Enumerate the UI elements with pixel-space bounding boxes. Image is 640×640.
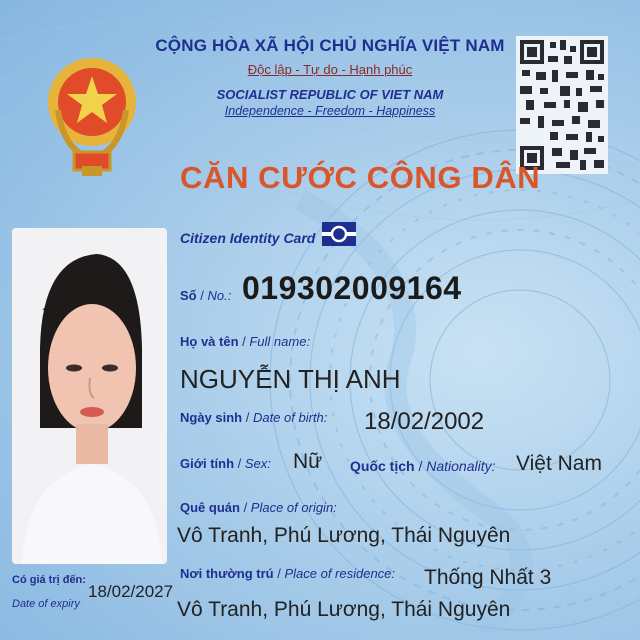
dob-label: Ngày sinh / Date of birth: <box>180 410 328 425</box>
national-emblem-icon <box>44 40 140 190</box>
id-number: 019302009164 <box>242 270 462 306</box>
nationality-label: Quốc tịch / Nationality: <box>350 458 496 474</box>
country-name-vi: CỘNG HÒA XÃ HỘI CHỦ NGHĨA VIỆT NAM <box>155 36 505 55</box>
nationality-label-vi: Quốc tịch <box>350 458 415 474</box>
expiry-label-en: Date of expiry <box>12 598 80 610</box>
nationality-label-en: Nationality: <box>426 458 496 474</box>
residence-label-vi: Nơi thường trú <box>180 566 274 581</box>
origin-label-en: Place of origin: <box>250 500 337 515</box>
date-of-birth: 18/02/2002 <box>364 408 485 435</box>
motto-vi: Độc lập - Tự do - Hạnh phúc <box>247 62 413 77</box>
nationality-value: Việt Nam <box>516 452 602 475</box>
portrait-image <box>12 228 167 564</box>
qr-code <box>516 36 608 174</box>
residence-line-2: Vô Tranh, Phú Lương, Thái Nguyên <box>177 598 511 621</box>
origin-label: Quê quán / Place of origin: <box>180 500 337 515</box>
number-label-en: No.: <box>207 288 232 303</box>
dob-label-en: Date of birth: <box>252 410 328 425</box>
card-title: CĂN CƯỚC CÔNG DÂN <box>180 160 541 195</box>
residence-label-en: Place of residence: <box>284 566 396 581</box>
sex-label: Giới tính / Sex: <box>180 456 271 471</box>
residence-line-1: Thống Nhất 3 <box>424 566 552 589</box>
name-label-vi: Họ và tên <box>180 334 239 349</box>
residence-label: Nơi thường trú / Place of residence: <box>180 566 396 581</box>
country-name-en: SOCIALIST REPUBLIC OF VIET NAM <box>216 87 444 102</box>
date-of-expiry: 18/02/2027 <box>88 582 174 601</box>
number-label: Số / No.: <box>180 288 232 303</box>
origin-label-vi: Quê quán <box>180 500 240 515</box>
expiry-label-vi: Có giá trị đến: <box>12 574 86 586</box>
sex-value: Nữ <box>293 450 323 473</box>
chip-icon <box>322 222 356 246</box>
full-name: NGUYỄN THỊ ANH <box>180 364 401 394</box>
place-of-origin: Vô Tranh, Phú Lương, Thái Nguyên <box>177 524 511 547</box>
card-header <box>150 32 510 118</box>
name-label-en: Full name: <box>249 334 311 349</box>
motto-en: Independence - Freedom - Happiness <box>224 104 436 118</box>
card-subtitle: Citizen Identity Card <box>180 230 316 246</box>
number-label-vi: Số <box>180 288 197 303</box>
sex-label-vi: Giới tính <box>180 456 235 471</box>
name-label: Họ và tên / Full name: <box>180 334 311 349</box>
dob-label-vi: Ngày sinh <box>180 410 243 425</box>
sex-label-en: Sex: <box>244 456 271 471</box>
portrait-photo <box>12 228 167 564</box>
